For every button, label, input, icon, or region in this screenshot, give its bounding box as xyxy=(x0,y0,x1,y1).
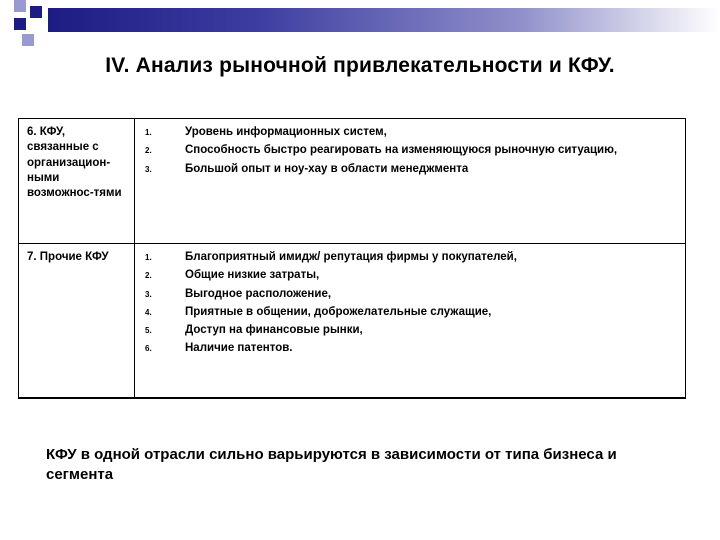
item-number: 1. xyxy=(145,253,152,262)
table-row xyxy=(19,244,686,399)
list-item xyxy=(145,162,677,177)
list-item xyxy=(145,143,677,158)
table-row xyxy=(19,119,686,244)
kfu-table xyxy=(18,118,686,399)
row-label: 7. Прочие КФУ xyxy=(19,244,135,399)
slide-title: IV. Анализ рыночной привлекательности и КФУ. xyxy=(105,54,615,77)
item-text: Способность быстро реагировать на изменяющуюся рыночную ситуацию, xyxy=(185,144,618,157)
item-text: Благоприятный имидж/ репутация фирмы у покупателей, xyxy=(185,251,517,263)
row-items xyxy=(135,119,686,244)
item-number: 3. xyxy=(145,164,152,174)
row-items xyxy=(135,244,686,399)
item-number: 2. xyxy=(145,146,152,156)
item-text: Большой опыт и ноу-хау в области менеджмента xyxy=(185,162,469,175)
list-item xyxy=(145,323,677,338)
list-item xyxy=(145,341,677,356)
row-label: 6. КФУ, связанные с организацион-ными возможнос-тями xyxy=(19,119,135,244)
list-item xyxy=(145,287,677,302)
decorative-squares xyxy=(0,0,60,60)
square-decor xyxy=(14,18,26,30)
square-decor xyxy=(30,6,42,18)
item-number: 1. xyxy=(145,128,152,137)
item-number: 6. xyxy=(145,344,152,354)
list-item xyxy=(145,250,677,265)
item-number: 2. xyxy=(145,271,152,281)
list-item xyxy=(145,125,677,140)
header-gradient-band xyxy=(48,8,720,32)
list-item xyxy=(145,305,677,320)
item-text: Выгодное расположение, xyxy=(185,287,332,300)
item-number: 5. xyxy=(145,326,152,336)
item-number: 3. xyxy=(145,289,152,299)
item-text: Доступ на финансовые рынки, xyxy=(185,324,363,337)
footnote-text: КФУ в одной отрасли сильно варьируются в зависимости от типа бизнеса и сегмента xyxy=(46,446,617,483)
item-text: Уровень информационных систем, xyxy=(185,126,387,138)
item-text: Приятные в общении, доброжелательные служащие, xyxy=(185,305,492,318)
item-text: Общие низкие затраты, xyxy=(185,269,320,282)
item-text: Наличие патентов. xyxy=(185,342,293,355)
square-decor xyxy=(22,34,34,46)
list-item xyxy=(145,268,677,283)
item-number: 4. xyxy=(145,307,152,317)
square-decor xyxy=(14,0,26,12)
